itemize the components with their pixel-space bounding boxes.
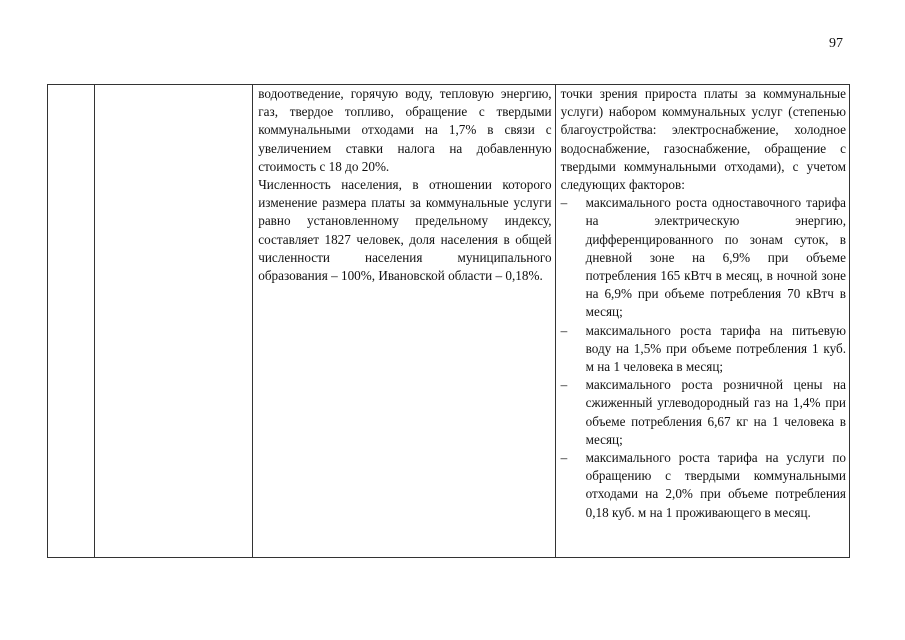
list-item-text: максимального роста розничной цены на сжиженный углеводородный газ на 1,4% при объеме потребления 6,67 кг на 1 человека в месяц;: [585, 377, 846, 447]
document-table: [47, 84, 850, 558]
list-item-text: максимального роста тарифа на питьевую воду на 1,5% при объеме потребления 1 куб. м на 1 человека в месяц;: [585, 322, 846, 375]
bullet-dash: –: [560, 450, 568, 466]
list-item: [561, 376, 846, 449]
factors-list: [561, 194, 846, 522]
paragraph-tariff-increase: водоотведение, горячую воду, тепловую энергию, газ, твердое топливо, обращение с твердыми коммунальными отходами на 1,7% в связи с увеличением ставки налога на добавленную стоимость с 18 до 20%.: [258, 86, 552, 174]
table-cell-factors: [555, 85, 849, 558]
table-cell-number: [48, 85, 95, 558]
list-item: [561, 449, 846, 522]
paragraph-population-share: Численность населения, в отношении которого изменение размера платы за коммунальные услуги равно установленному предельному индексу, составляет 1827 человек, доля населения в общей численности населения муниципального образования – 100%, Ивановской области – 0,18%.: [258, 177, 552, 284]
list-item: [561, 322, 846, 377]
bullet-dash: –: [560, 195, 568, 211]
factors-intro: точки зрения прироста платы за коммунальные услуги) набором коммунальных услуг (степенью благоустройства: электроснабжение, холодное водоснабжение, газоснабжение, обращение с твердыми коммунальными отходами), с учетом следующих факторов:: [560, 86, 846, 193]
bullet-dash: –: [560, 377, 568, 393]
table-cell-name: [95, 85, 253, 558]
bullet-dash: –: [560, 322, 568, 338]
page-number: 97: [829, 36, 843, 51]
list-item-text: максимального роста тарифа на услуги по обращению с твердыми коммунальными отходами на 2,0% при объеме потребления 0,18 куб. м на 1 проживающего в месяц.: [585, 450, 846, 520]
table-row: [48, 85, 850, 558]
list-item: [561, 194, 846, 321]
list-item-text: максимального роста одноставочного тарифа на электрическую энергию, дифференцированного по зонам суток, в дневной зоне на 6,9% при объеме потребления 165 кВтч в месяц, в ночной зоне на 6,9% при объеме потребления 70 кВтч в месяц;: [585, 195, 846, 320]
table-cell-description: [253, 85, 555, 558]
